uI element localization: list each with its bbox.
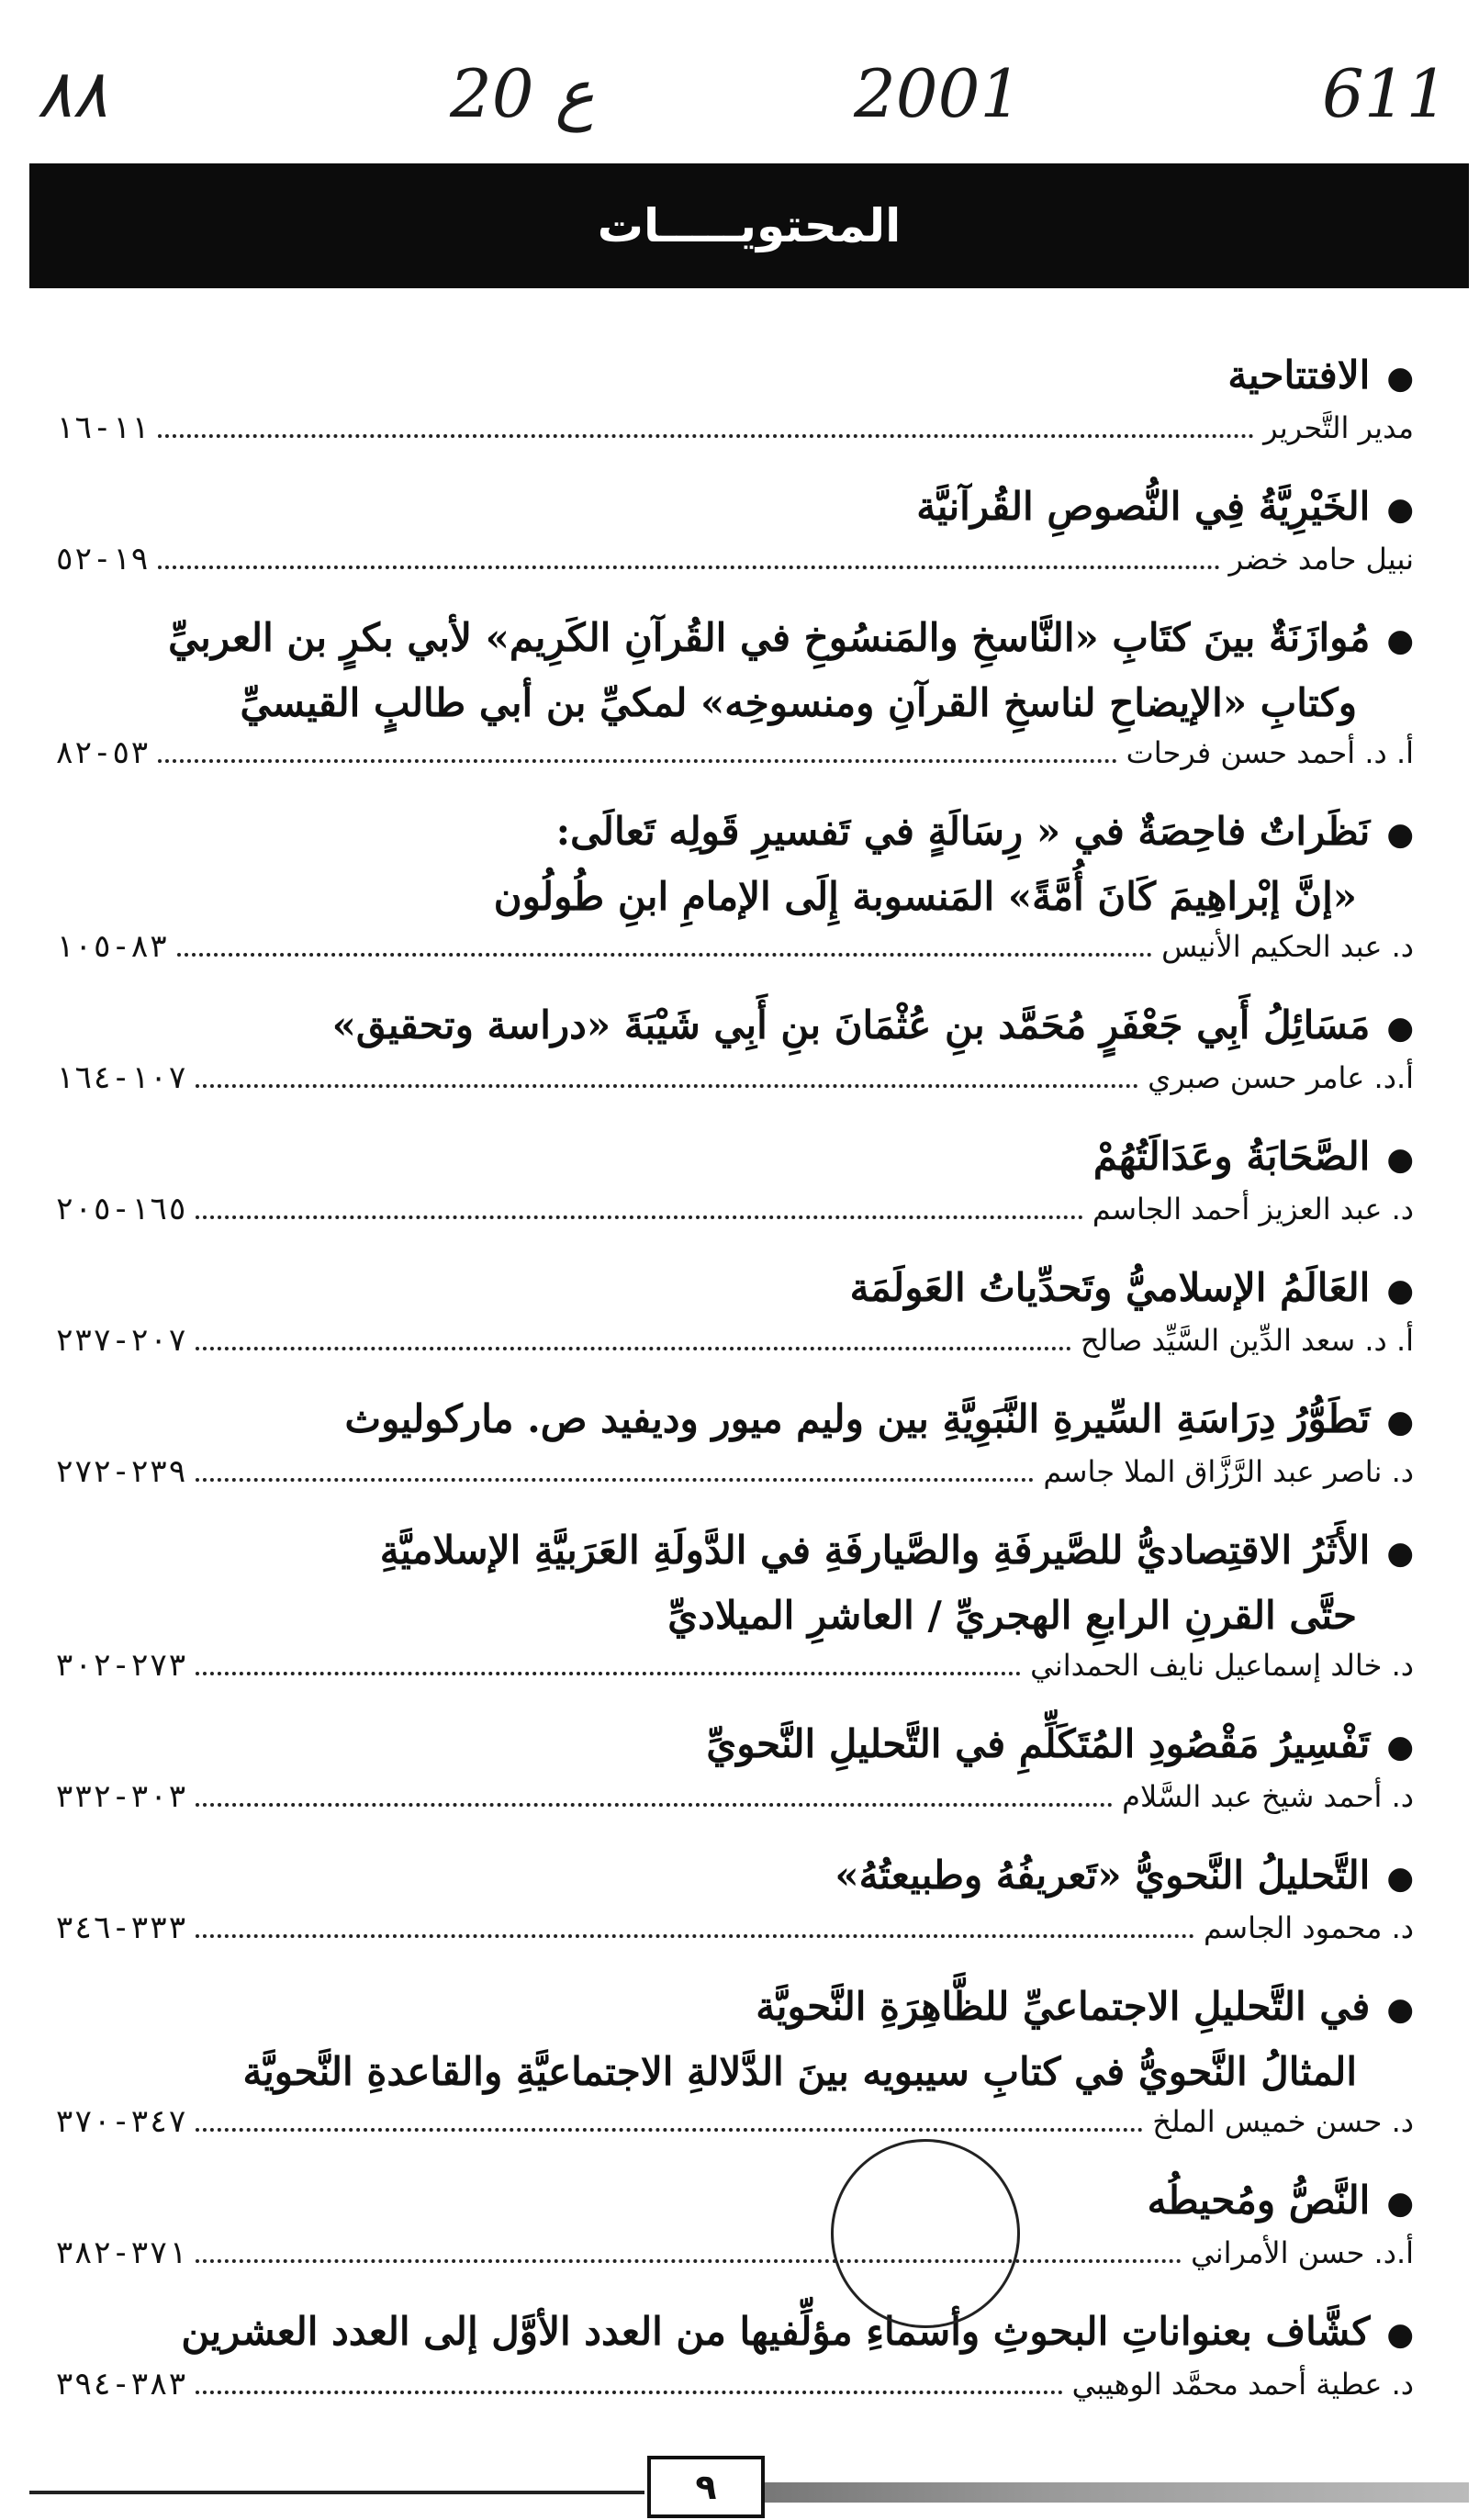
toc-entry-title bbox=[55, 801, 1414, 866]
toc-entry-title bbox=[55, 672, 1414, 734]
toc-entry-title bbox=[55, 1585, 1414, 1647]
toc-entry-author-line bbox=[55, 2234, 1414, 2291]
dot-leader bbox=[177, 953, 1152, 957]
dot-leader bbox=[158, 434, 1254, 438]
toc-entry-title-text: مَسَائِلُ أَبِي جَعْفَرٍ مُحَمَّد بنِ عُثْمَانَ بنِ أَبِي شَيْبَةَ «دراسة وتحقيق» bbox=[331, 1002, 1371, 1047]
dot-leader bbox=[196, 1478, 1034, 1482]
toc-entry-title-text: الافتتاحية bbox=[1227, 353, 1371, 398]
dot-leader bbox=[196, 1934, 1194, 1938]
toc-entry bbox=[55, 801, 1414, 985]
toc-entry-title bbox=[55, 344, 1414, 409]
contents-title: المحتويـــــات bbox=[597, 199, 902, 252]
toc-entry-title bbox=[55, 2169, 1414, 2234]
toc-entry-author: د. خالد إسماعيل نايف الحمداني bbox=[1030, 1648, 1414, 1683]
toc-entry-author: د. ناصر عبد الرَّزَّاق الملا جاسم bbox=[1043, 1454, 1414, 1489]
bullet-icon: ● bbox=[1386, 1404, 1414, 1440]
toc-entry-author: د. عبد الحكيم الأنيس bbox=[1161, 929, 1414, 964]
toc-entry-author: أ. د. أحمد حسن فرحات bbox=[1126, 735, 1414, 770]
toc-entry-title-text: الخَيْرِيَّةُ فِي النُّصوصِ القُرآنيَّة bbox=[916, 484, 1371, 529]
toc-entry-title bbox=[55, 1844, 1414, 1910]
toc-entry-title-text: المثالُ النَّحويُّ في كتابِ سيبويه بينَ الدَّلالةِ الاجتماعيَّةِ والقاعدةِ النَّحويَّة bbox=[242, 2049, 1357, 2094]
toc-entry-title-text: «إنَّ إبْراهِيمَ كَانَ أُمَّةً» المَنسوبة إِلَى الإمامِ ابنِ طُولُون bbox=[493, 874, 1357, 919]
toc-entry-title-text: الصَّحَابَةُ وعَدَالَتُهُمْ bbox=[1092, 1134, 1371, 1179]
contents-header-bar bbox=[29, 163, 1469, 288]
toc-entry-title-text: في التَّحليلِ الاجتماعيِّ للظَّاهِرَةِ النَّحويَّة bbox=[756, 1984, 1371, 2029]
toc-entry-pages: ٣٨٣-٣٩٤ bbox=[55, 2366, 187, 2402]
dot-leader bbox=[196, 2259, 1182, 2263]
toc-entry bbox=[55, 2169, 1414, 2291]
toc-entry-pages: ١٠٧-١٦٤ bbox=[55, 1059, 187, 1096]
toc-entry-author: د. عبد العزيز أحمد الجاسم bbox=[1092, 1192, 1414, 1226]
toc-entry-title bbox=[55, 607, 1414, 672]
toc-entry-pages: ٣٧١-٣٨٢ bbox=[55, 2234, 187, 2271]
toc-entry-title bbox=[55, 866, 1414, 928]
toc-entry-pages: ٢٣٩-٢٧٢ bbox=[55, 1453, 187, 1490]
handwritten-stamp-circle bbox=[831, 2139, 1020, 2328]
toc-entry-title bbox=[55, 1713, 1414, 1778]
toc-entry-title-text: النَّصُّ ومُحيطُه bbox=[1147, 2178, 1371, 2223]
bullet-icon: ● bbox=[1386, 1010, 1414, 1047]
bullet-icon: ● bbox=[1386, 622, 1414, 659]
toc-entry-pages: ٣٣٣-٣٤٦ bbox=[55, 1910, 187, 1946]
toc-entry bbox=[55, 607, 1414, 791]
toc-entry-author-line bbox=[55, 1647, 1414, 1704]
dot-leader bbox=[196, 1215, 1083, 1219]
toc-entry-pages: ٣٠٣-٣٣٢ bbox=[55, 1778, 187, 1815]
dot-leader bbox=[158, 566, 1219, 569]
toc-entry-title bbox=[55, 1388, 1414, 1453]
toc-entry-pages: ٨٣-١٠٥ bbox=[55, 928, 168, 965]
toc-entry bbox=[55, 1519, 1414, 1704]
toc-entry-title bbox=[55, 994, 1414, 1059]
toc-entry-author: مدير التَّحرير bbox=[1263, 410, 1414, 445]
toc-entry bbox=[55, 1126, 1414, 1248]
toc-entry-title-text: وكتابِ «الإيضاحِ لناسخِ القرآنِ ومنسوخِه» لمكيِّ بن أبي طالبٍ القيسيِّ bbox=[240, 680, 1357, 725]
bullet-icon: ● bbox=[1386, 2316, 1414, 2353]
toc-entry-author-line bbox=[55, 541, 1414, 598]
dot-leader bbox=[196, 1672, 1021, 1675]
handwritten-year-note: 2001 bbox=[854, 55, 1023, 132]
toc-entry-title bbox=[55, 1976, 1414, 2041]
toc-entry-pages: ٢٧٣-٣٠٢ bbox=[55, 1647, 187, 1684]
toc-entry bbox=[55, 1844, 1414, 1966]
toc-entry-title-text: كشَّاف بعنواناتِ البحوثِ وأسماءِ مؤلِّفيها من العدد الأوَّل إلى العدد العشرين bbox=[181, 2309, 1371, 2354]
toc-entry bbox=[55, 1257, 1414, 1379]
toc-entry-author-line bbox=[55, 1191, 1414, 1248]
toc-entry-pages: ٢٠٧-٢٣٧ bbox=[55, 1322, 187, 1359]
bullet-icon: ● bbox=[1386, 1991, 1414, 2028]
dot-leader bbox=[196, 2391, 1062, 2394]
toc-entry-title-text: نَظَراتٌ فاحِصَةٌ في « رِسَالَةٍ في تَفسيرِ قَولِه تَعالَى: bbox=[555, 809, 1371, 854]
toc-entry-title bbox=[55, 2301, 1414, 2366]
toc-entry-author-line bbox=[55, 2103, 1414, 2160]
toc-entry-pages: ٥٣-٨٢ bbox=[55, 734, 150, 771]
toc-entry-author-line bbox=[55, 1453, 1414, 1510]
toc-entry-author: د. أحمد شيخ عبد السَّلام bbox=[1122, 1779, 1414, 1814]
page-number: ٩ bbox=[695, 2467, 717, 2507]
bullet-icon: ● bbox=[1386, 1860, 1414, 1897]
dot-leader bbox=[196, 2128, 1143, 2132]
toc-entry-author: أ.د. عامر حسن صبري bbox=[1148, 1060, 1414, 1095]
toc-entry-author: أ. د. سعد الدِّين السَّيِّد صالح bbox=[1080, 1323, 1414, 1358]
toc-entry bbox=[55, 1388, 1414, 1510]
toc-entry-title bbox=[55, 476, 1414, 541]
toc-entry-pages: ١٩-٥٢ bbox=[55, 541, 150, 577]
toc-entry-title-text: تَطَوُّرُ دِرَاسَةِ السِّيرةِ النَّبَوِيَّةِ بين وليم ميور وديفيد ص. ماركوليوث bbox=[344, 1396, 1371, 1441]
toc-entry-author-line bbox=[55, 734, 1414, 791]
toc-entry-pages: ١١-١٦ bbox=[55, 409, 150, 446]
handwritten-page-note-left: ٨٨ bbox=[37, 55, 108, 132]
toc-entry-author: أ.د. حسن الأمراني bbox=[1191, 2235, 1414, 2270]
toc-entry-author: د. محمود الجاسم bbox=[1204, 1910, 1414, 1945]
toc-entry-author-line bbox=[55, 1778, 1414, 1835]
toc-entry-author-line bbox=[55, 1059, 1414, 1116]
dot-leader bbox=[158, 759, 1116, 763]
bullet-icon: ● bbox=[1386, 360, 1414, 397]
toc-entry bbox=[55, 1976, 1414, 2160]
toc-entry-author-line bbox=[55, 2366, 1414, 2423]
toc-entry bbox=[55, 1713, 1414, 1835]
handwritten-issue-note: 20 ع bbox=[450, 55, 595, 132]
toc-entry bbox=[55, 476, 1414, 598]
toc-entry-title-text: تَفْسِيرُ مَقْصُودِ المُتَكَلِّمِ في التَّحليلِ النَّحويِّ bbox=[706, 1721, 1371, 1766]
dot-leader bbox=[196, 1803, 1113, 1807]
toc-entry-pages: ٣٤٧-٣٧٠ bbox=[55, 2103, 187, 2140]
toc-entry bbox=[55, 2301, 1414, 2423]
bullet-icon: ● bbox=[1386, 491, 1414, 528]
toc-entry-author-line bbox=[55, 409, 1414, 466]
toc-entry-author: د. عطية أحمد محمَّد الوهيبي bbox=[1071, 2367, 1414, 2402]
toc-entry bbox=[55, 344, 1414, 466]
bullet-icon: ● bbox=[1386, 2185, 1414, 2222]
table-of-contents bbox=[55, 344, 1414, 2432]
footer-gradient-bar bbox=[762, 2482, 1469, 2503]
handwritten-number-note: 611 bbox=[1322, 55, 1449, 132]
toc-entry-pages: ١٦٥-٢٠٥ bbox=[55, 1191, 187, 1227]
bullet-icon: ● bbox=[1386, 1729, 1414, 1765]
toc-entry-title-text: حتَّى القرنِ الرابعِ الهجريِّ / العاشرِ الميلاديِّ bbox=[667, 1593, 1357, 1638]
toc-entry-title-text: الأَثَرُ الاقتِصاديُّ للصَّيرفَةِ والصَّيارفَةِ في الدَّولَةِ العَرَبيَّةِ الإسلاميَّةِ bbox=[379, 1528, 1371, 1573]
bullet-icon: ● bbox=[1386, 1272, 1414, 1309]
toc-entry-title bbox=[55, 1126, 1414, 1191]
toc-entry-title bbox=[55, 1257, 1414, 1322]
bullet-icon: ● bbox=[1386, 1535, 1414, 1572]
toc-entry-title bbox=[55, 2041, 1414, 2103]
toc-entry-author-line bbox=[55, 1910, 1414, 1966]
toc-entry-author: د. حسن خميس الملخ bbox=[1152, 2104, 1414, 2139]
toc-entry-author-line bbox=[55, 1322, 1414, 1379]
bullet-icon: ● bbox=[1386, 816, 1414, 853]
page-number-box bbox=[647, 2456, 765, 2518]
dot-leader bbox=[196, 1084, 1138, 1088]
footer-rule bbox=[29, 2491, 644, 2494]
dot-leader bbox=[196, 1347, 1071, 1350]
toc-entry-title bbox=[55, 1519, 1414, 1585]
toc-entry-author: نبيل حامد خضر bbox=[1228, 542, 1414, 577]
toc-entry-title-text: العَالَمُ الإسلاميُّ وتَحدِّياتُ العَولَمَة bbox=[849, 1265, 1371, 1310]
toc-entry-title-text: التَّحليلُ النَّحويُّ «تَعريفُهُ وطبيعتُهُ» bbox=[835, 1853, 1371, 1898]
toc-entry-author-line bbox=[55, 928, 1414, 985]
toc-entry-title-text: مُوازَنَةٌ بينَ كتَابِ «النَّاسخِ والمَنسُوخِ في القُرآنِ الكَرِيم» لأبي بكرٍ بن العربيِّ bbox=[168, 615, 1371, 660]
toc-entry bbox=[55, 994, 1414, 1116]
bullet-icon: ● bbox=[1386, 1141, 1414, 1178]
